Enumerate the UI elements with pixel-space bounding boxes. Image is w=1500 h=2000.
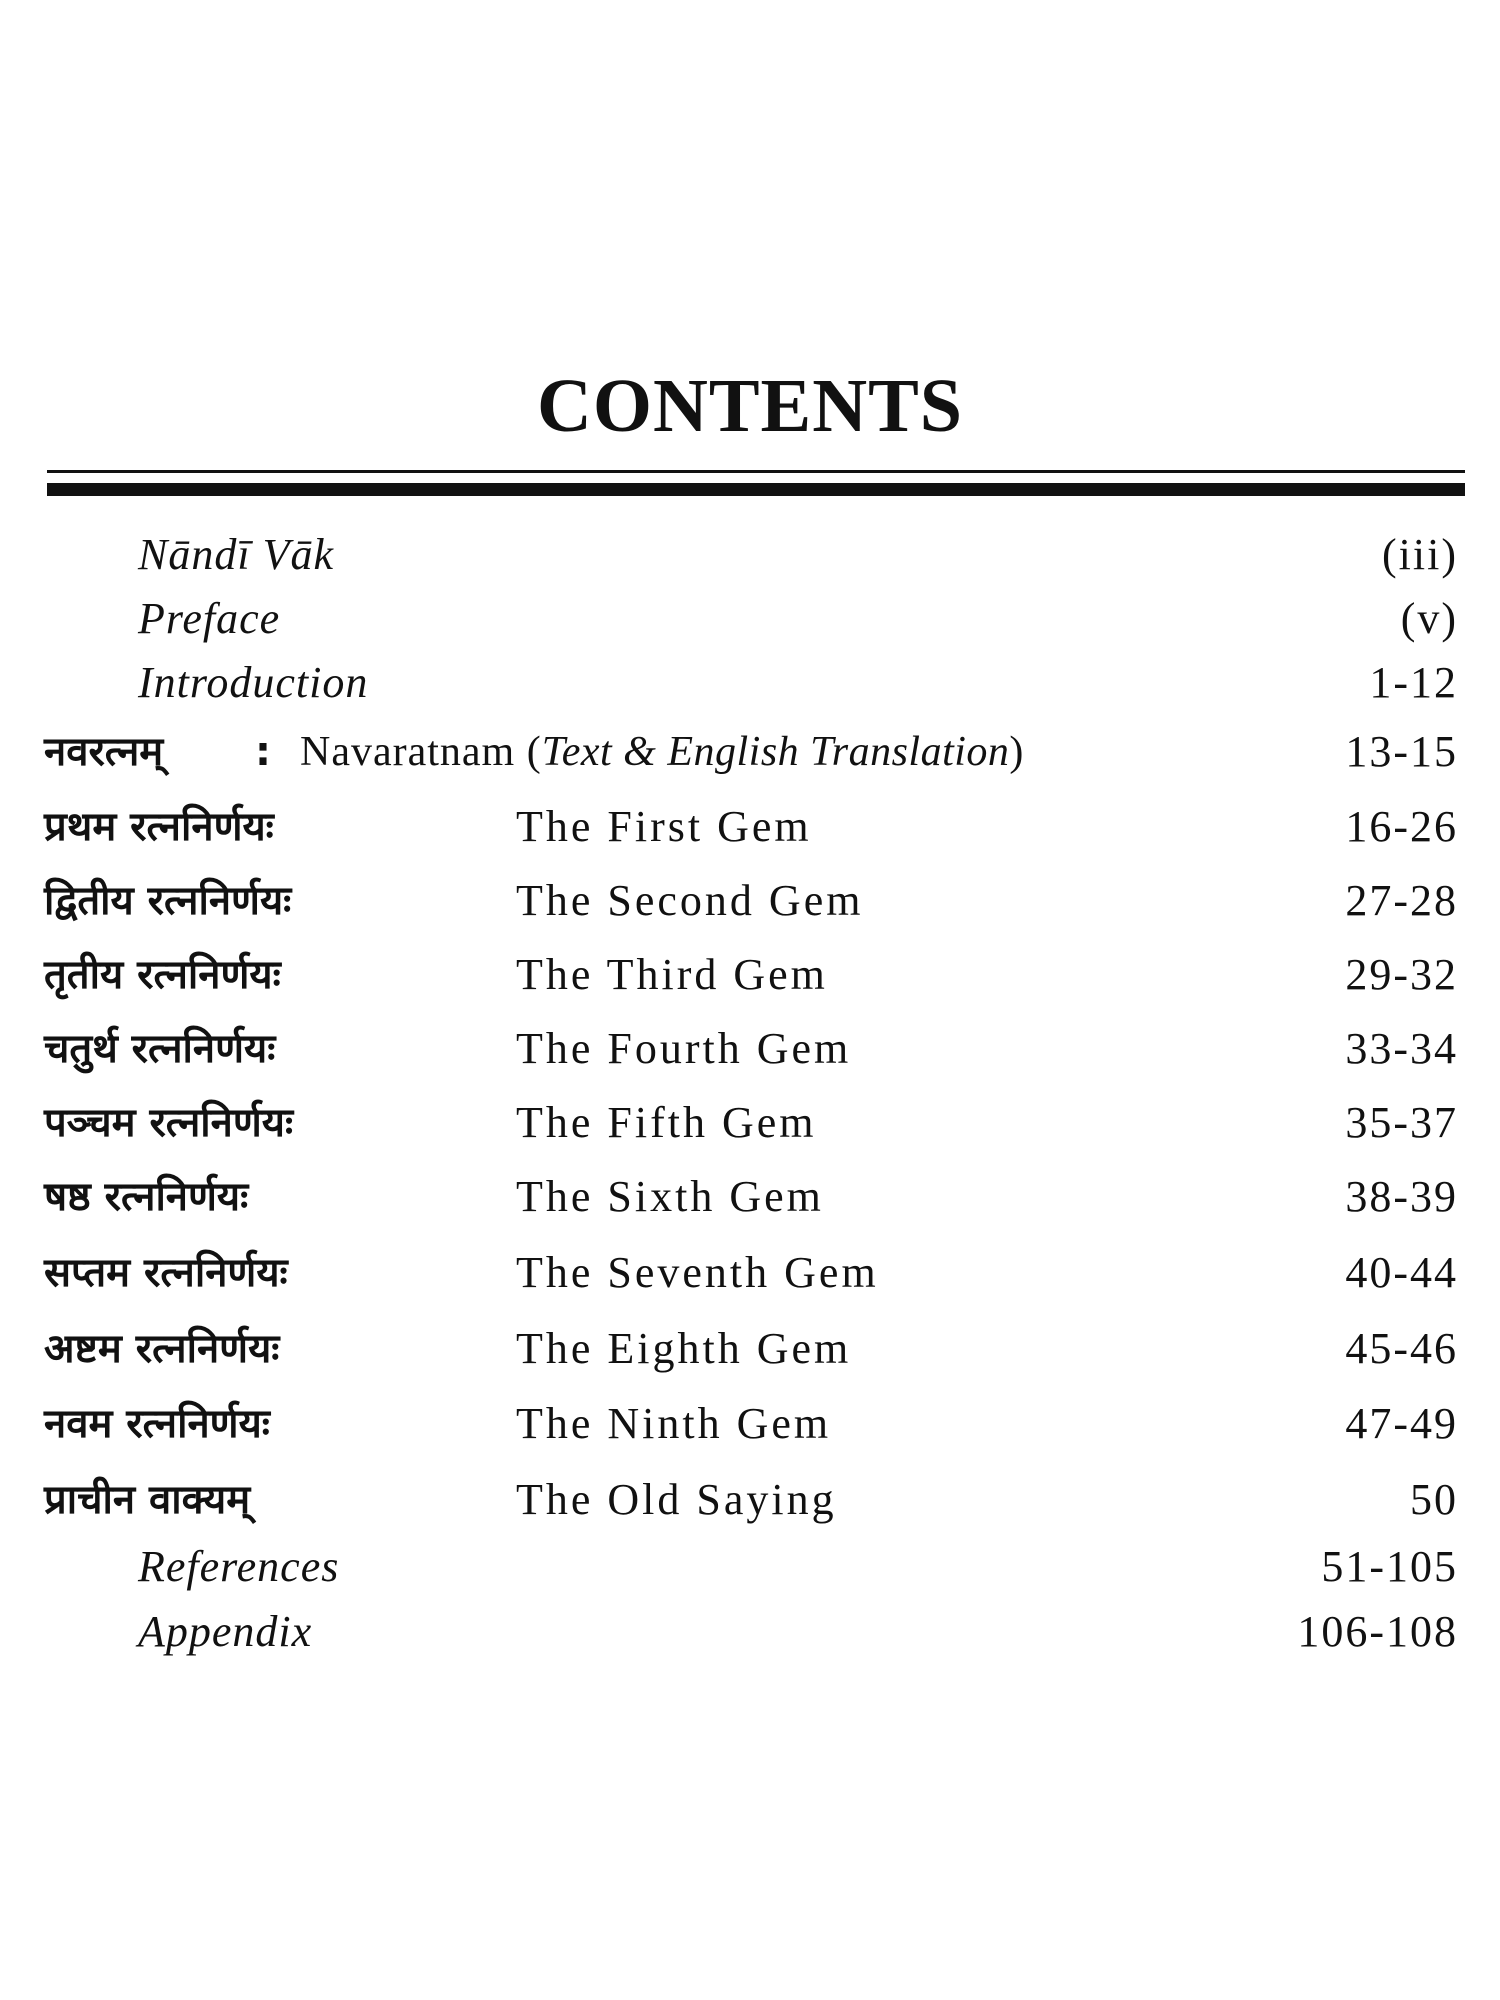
english-title: The First Gem [516, 802, 812, 851]
english-title: The Second Gem [516, 876, 864, 925]
english-title: The Fourth Gem [516, 1024, 852, 1073]
sanskrit-title: नवम रत्ननिर्णयः [44, 1401, 270, 1447]
toc-row-chapter [0, 945, 1500, 1005]
sanskrit-title: पञ्चम रत्ननिर्णयः [44, 1100, 294, 1146]
toc-entry-label: Nāndī Vāk [138, 530, 334, 579]
english-title: The Fifth Gem [516, 1098, 817, 1147]
toc-row-navaratnam [0, 722, 1500, 782]
toc-row-chapter [0, 871, 1500, 931]
sanskrit-title: तृतीय रत्ननिर्णयः [44, 952, 281, 998]
toc-entry-label: Introduction [138, 658, 369, 707]
toc-entry-label: References [138, 1542, 340, 1591]
toc-row-chapter [0, 1394, 1500, 1454]
title-rule-thin [47, 470, 1465, 473]
english-title: The Third Gem [516, 950, 828, 999]
toc-page-number: 38-39 [1345, 1172, 1458, 1221]
toc-page-number: 13-15 [1345, 727, 1458, 776]
title-separator: : [255, 729, 271, 775]
english-title-note: Text & English Translation [541, 729, 1010, 775]
toc-entry-label: Appendix [138, 1607, 313, 1656]
english-title: The Old Saying [516, 1475, 837, 1524]
toc-row-back-matter [0, 1602, 1500, 1662]
toc-row-chapter [0, 1319, 1500, 1379]
toc-page-number: 29-32 [1345, 950, 1458, 999]
toc-page-number: (iii) [1382, 530, 1458, 579]
toc-row-chapter [0, 1470, 1500, 1530]
sanskrit-title: नवरत्नम् [44, 729, 164, 775]
english-title-main: Navaratnam ( [300, 729, 542, 775]
english-title: The Sixth Gem [516, 1172, 824, 1221]
toc-row-chapter [0, 797, 1500, 857]
english-title-close: ) [1009, 729, 1025, 775]
toc-page-number: 1-12 [1369, 658, 1458, 707]
sanskrit-title: चतुर्थ रत्ननिर्णयः [44, 1026, 276, 1072]
title-rule-thick [47, 483, 1465, 496]
sanskrit-title: प्राचीन वाक्यम् [44, 1477, 251, 1523]
toc-page-number: 35-37 [1345, 1098, 1458, 1147]
toc-row-front-matter [0, 653, 1500, 713]
toc-page-number: (v) [1400, 594, 1458, 643]
toc-row-back-matter [0, 1537, 1500, 1597]
toc-page-number: 27-28 [1345, 876, 1458, 925]
toc-row-chapter [0, 1243, 1500, 1303]
sanskrit-title: अष्टम रत्ननिर्णयः [44, 1326, 280, 1372]
toc-page-number: 45-46 [1345, 1324, 1458, 1373]
english-title: The Seventh Gem [516, 1248, 879, 1297]
sanskrit-title: षष्ठ रत्ननिर्णयः [44, 1174, 249, 1220]
toc-row-chapter [0, 1019, 1500, 1079]
toc-row-front-matter [0, 525, 1500, 585]
english-title: The Ninth Gem [516, 1399, 832, 1448]
toc-row-chapter [0, 1167, 1500, 1227]
toc-row-chapter [0, 1093, 1500, 1153]
sanskrit-title: द्वितीय रत्ननिर्णयः [44, 878, 292, 924]
toc-page-number: 33-34 [1345, 1024, 1458, 1073]
page-title: CONTENTS [536, 364, 964, 448]
toc-page-number: 51-105 [1321, 1542, 1458, 1591]
toc-page-number: 40-44 [1345, 1248, 1458, 1297]
english-title: The Eighth Gem [516, 1324, 852, 1373]
toc-page-number: 50 [1410, 1475, 1458, 1524]
english-title [300, 722, 1024, 782]
toc-entry-label: Preface [138, 594, 281, 643]
toc-row-front-matter [0, 589, 1500, 649]
toc-page-number: 47-49 [1345, 1399, 1458, 1448]
sanskrit-title: सप्तम रत्ननिर्णयः [44, 1250, 288, 1296]
sanskrit-title: प्रथम रत्ननिर्णयः [44, 804, 274, 850]
toc-page-number: 106-108 [1297, 1607, 1458, 1656]
toc-page-number: 16-26 [1345, 802, 1458, 851]
